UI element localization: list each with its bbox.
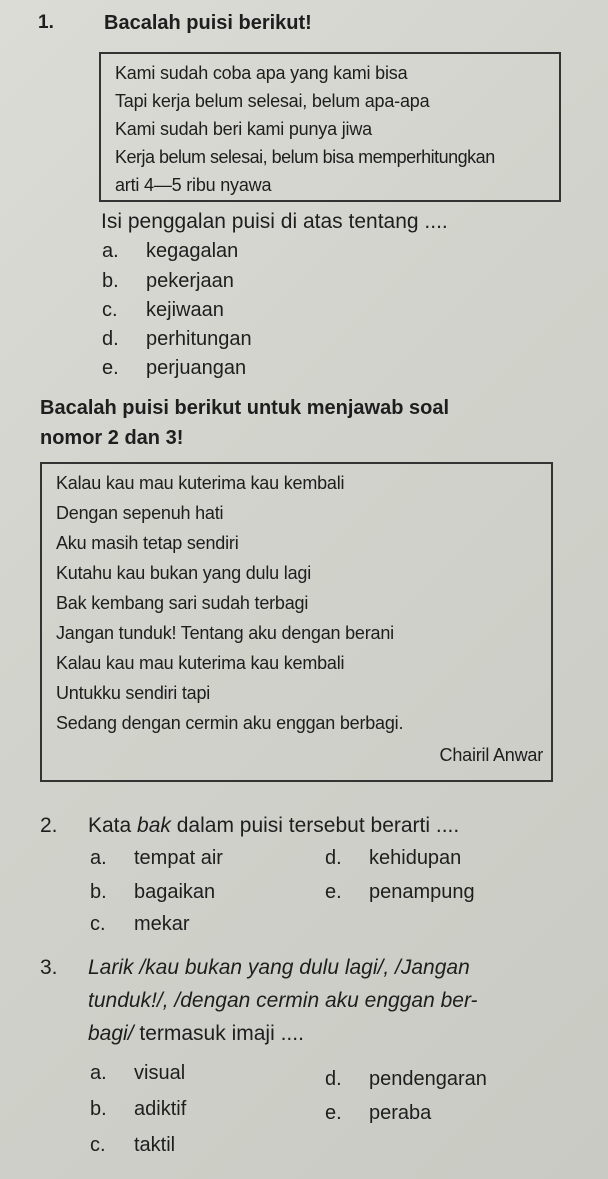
poem-1-line: Kerja belum selesai, belum bisa memperhitungkan xyxy=(115,147,495,167)
option-text: visual xyxy=(134,1062,186,1084)
option-text: kegagalan xyxy=(146,240,239,262)
option-letter: b. xyxy=(102,270,119,292)
poem-2-line: Untukku sendiri tapi xyxy=(56,683,211,703)
question-2-text-before: Kata xyxy=(88,814,138,837)
question-2-number: 2. xyxy=(40,814,58,837)
q3-option-b[interactable] xyxy=(90,1098,186,1121)
option-text: bagaikan xyxy=(134,881,216,903)
q1-option-a[interactable] xyxy=(102,240,238,263)
option-text: adiktif xyxy=(134,1098,187,1120)
poem-1-line: arti 4—5 ribu nyawa xyxy=(115,175,272,195)
question-1-text: Isi penggalan puisi di atas tentang .... xyxy=(101,210,448,233)
q2-option-c[interactable] xyxy=(90,913,190,936)
section-instruction-line-1: Bacalah puisi berikut untuk menjawab soal xyxy=(40,397,449,419)
poem-2-line: Jangan tunduk! Tentang aku dengan berani xyxy=(56,623,394,643)
option-text: penampung xyxy=(369,881,475,903)
q1-option-e[interactable] xyxy=(102,357,246,380)
q2-option-b[interactable] xyxy=(90,881,215,904)
option-letter: b. xyxy=(90,881,107,903)
q1-option-d[interactable] xyxy=(102,328,252,351)
poem-2-line: Sedang dengan cermin aku enggan berbagi. xyxy=(56,713,404,733)
q3-option-a[interactable] xyxy=(90,1062,185,1085)
poem-box-1 xyxy=(99,52,561,202)
q2-option-a[interactable] xyxy=(90,847,223,870)
poem-2-line: Kalau kau mau kuterima kau kembali xyxy=(56,473,345,493)
q3-option-d[interactable] xyxy=(325,1068,487,1091)
question-3-line-2: tunduk!/, /dengan cermin aku enggan ber- xyxy=(88,989,478,1012)
option-text: tempat air xyxy=(134,847,223,869)
option-letter: c. xyxy=(102,299,118,321)
q1-option-b[interactable] xyxy=(102,270,234,293)
option-text: pendengaran xyxy=(369,1068,487,1090)
q2-option-d[interactable] xyxy=(325,847,461,870)
question-1-instruction: Bacalah puisi berikut! xyxy=(104,12,312,34)
q1-option-c[interactable] xyxy=(102,299,224,322)
section-instruction-line-2: nomor 2 dan 3! xyxy=(40,427,184,449)
poem-author: Chairil Anwar xyxy=(439,745,543,765)
question-3-line-1: Larik /kau bukan yang dulu lagi/, /Jangan xyxy=(88,956,470,979)
option-letter: a. xyxy=(90,1062,107,1084)
question-2-text-after: dalam puisi tersebut berarti .... xyxy=(170,814,460,837)
option-letter: c. xyxy=(90,1134,106,1156)
poem-1-line: Kami sudah coba apa yang kami bisa xyxy=(115,63,408,83)
option-letter: d. xyxy=(325,1068,342,1090)
poem-2-line: Bak kembang sari sudah terbagi xyxy=(56,593,309,613)
poem-box-2 xyxy=(40,462,553,782)
option-text: kehidupan xyxy=(369,847,462,869)
option-text: perjuangan xyxy=(146,357,247,379)
option-text: peraba xyxy=(369,1102,432,1124)
option-letter: e. xyxy=(102,357,119,379)
question-2-italic-word: bak xyxy=(137,814,171,837)
poem-1-line: Tapi kerja belum selesai, belum apa-apa xyxy=(115,91,430,111)
question-3-italic-part: bagi/ xyxy=(88,1022,134,1045)
option-letter: e. xyxy=(325,881,342,903)
question-3-rest: termasuk imaji .... xyxy=(133,1022,304,1045)
question-3-number: 3. xyxy=(40,956,58,979)
option-letter: d. xyxy=(325,847,342,869)
option-text: kejiwaan xyxy=(146,299,224,321)
option-text: mekar xyxy=(134,913,190,935)
poem-2-line: Kalau kau mau kuterima kau kembali xyxy=(56,653,345,673)
poem-2-line: Dengan sepenuh hati xyxy=(56,503,224,523)
option-letter: d. xyxy=(102,328,119,350)
question-3-line-3 xyxy=(88,1022,304,1046)
q3-option-c[interactable] xyxy=(90,1134,175,1157)
question-2-text xyxy=(88,814,459,838)
option-letter: c. xyxy=(90,913,106,935)
q2-option-e[interactable] xyxy=(325,881,475,904)
option-letter: a. xyxy=(90,847,107,869)
option-letter: b. xyxy=(90,1098,107,1120)
option-letter: a. xyxy=(102,240,119,262)
q3-option-e[interactable] xyxy=(325,1102,431,1125)
option-text: perhitungan xyxy=(146,328,252,350)
option-text: taktil xyxy=(134,1134,176,1156)
poem-1-line: Kami sudah beri kami punya jiwa xyxy=(115,119,372,139)
poem-2-line: Aku masih tetap sendiri xyxy=(56,533,239,553)
question-1-number: 1. xyxy=(38,12,54,33)
option-text: pekerjaan xyxy=(146,270,234,292)
poem-2-line: Kutahu kau bukan yang dulu lagi xyxy=(56,563,312,583)
option-letter: e. xyxy=(325,1102,342,1124)
